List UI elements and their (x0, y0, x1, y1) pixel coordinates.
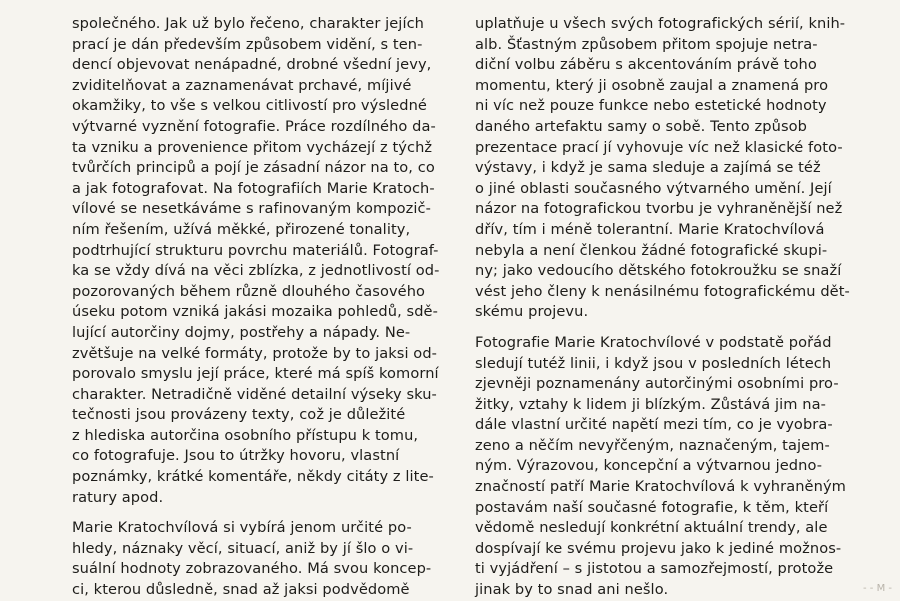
text-line: suální hodnoty zobrazovaného. Má svou koncep- (72, 560, 432, 578)
text-line: ni víc než pouze funkce nebo estetické hodnoty (475, 97, 827, 115)
text-line: lující autorčiny dojmy, postřehy a nápady. Ne- (72, 323, 411, 341)
text-line: sledují tutéž linii, i když jsou v posledních létech (475, 354, 832, 372)
left-text-column (72, 14, 447, 601)
text-line: momentu, který ji osobně zaujal a znamená pro (475, 76, 829, 94)
paragraph (72, 518, 447, 600)
text-line: dencí objevovat nenápadné, drobné všední jevy, (72, 56, 432, 74)
right-text-column (475, 14, 850, 601)
text-line: Fotografie Marie Kratochvílové v podstatě pořád (475, 333, 832, 351)
text-line: tvůrčích principů a pojí je zásadní názor na to, co (72, 159, 435, 177)
text-line: vést jeho členy k nenásilnému fotografickému dět- (475, 282, 850, 300)
text-line: ratury apod. (72, 488, 164, 506)
text-line: úseku potom vzniká jakási mozaika pohledů, sdě- (72, 303, 438, 321)
text-line: ním řešením, užívá měkké, přirozené tonality, (72, 220, 411, 238)
text-line: prezentace prací jí vyhovuje víc než klasické foto- (475, 138, 843, 156)
text-line: Marie Kratochvílová si vybírá jenom určité po- (72, 519, 412, 537)
text-line: podtrhující strukturu povrchu materiálů. Fotograf- (72, 241, 439, 259)
paragraph-gap (475, 323, 850, 333)
text-line: a jak fotografovat. Na fotografiích Marie Kratoch- (72, 179, 435, 197)
text-line: zvětšuje na velké formáty, protože by to jaksi od- (72, 344, 438, 362)
text-line: značností patří Marie Kratochvílová k vyhraněným (475, 478, 846, 496)
text-line: názor na fotografickou tvorbu je vyhraněnější než (475, 200, 843, 218)
text-line: alb. Šťastným způsobem přitom spojuje netra- (475, 35, 818, 53)
text-line: skému projevu. (475, 303, 589, 321)
text-line: postavám naší současné fotografie, k těm, kteří (475, 498, 829, 516)
text-line: zeno a něčím nevyřčeným, naznačeným, tajem- (475, 436, 830, 454)
text-line: ta vzniku a provenience přitom vycházejí z týchž (72, 138, 433, 156)
text-line: poznámky, krátké komentáře, někdy citáty z lite- (72, 468, 434, 486)
text-line: o jiné oblasti současného výtvarného umění. Její (475, 179, 832, 197)
text-line: co fotografuje. Jsou to útržky hovoru, vlastní (72, 447, 400, 465)
text-line: zviditelňovat a zaznamenávat prchavé, míjivé (72, 76, 412, 94)
text-line: vědomě nesledují konkrétní aktuální trendy, ale (475, 519, 828, 537)
text-line: jinak by to snad ani nešlo. (475, 581, 669, 599)
paragraph (475, 14, 850, 323)
text-line: výstavy, i když je sama sleduje a zajímá se též (475, 159, 821, 177)
text-line: prací je dán především způsobem vidění, s ten- (72, 35, 423, 53)
text-line: ti vyjádření – s jistotou a samozřejmostí, protože (475, 560, 834, 578)
text-line: dřív, tím i méně tolerantní. Marie Kratochvílová (475, 220, 825, 238)
text-line: dále vlastní určité napětí mezi tím, co je vyobra- (475, 416, 833, 434)
text-line: z hlediska autorčina osobního přístupu k tomu, (72, 426, 419, 444)
text-line: dospívají ke svému projevu jako k jediné možnos- (475, 539, 842, 557)
text-line: porovalo smyslu její práce, které má spíš komorní (72, 365, 439, 383)
text-line: charakter. Netradičně viděné detailní výseky sku- (72, 385, 437, 403)
text-line: nebyla a není členkou žádné fotografické skupi- (475, 241, 828, 259)
text-line: výtvarné vyznění fotografie. Práce rozdílného da- (72, 117, 436, 135)
paragraph (72, 14, 447, 508)
text-line: diční volbu záběru s akcentováním právě toho (475, 56, 817, 74)
text-line: daného artefaktu samy o sobě. Tento způsob (475, 117, 807, 135)
text-line: ným. Výrazovou, koncepční a výtvarnou jedno- (475, 457, 823, 475)
text-line: okamžiky, to vše s velkou citlivostí pro výsledné (72, 97, 427, 115)
text-line: zjevněji poznamenány autorčinými osobními pro- (475, 375, 839, 393)
text-line: uplatňuje u všech svých fotografických sérií, knih- (475, 15, 846, 32)
text-line: tečnosti jsou provázeny texty, což je důležité (72, 406, 406, 424)
text-line: společného. Jak už bylo řečeno, charakter jejích (72, 15, 425, 32)
text-line: ci, kterou důsledně, snad až jaksi podvědomě (72, 581, 410, 599)
text-line: vílové se nesetkáváme s rafinovaným kompozič- (72, 200, 431, 218)
text-line: pozorovaných během různě dlouhého časového (72, 282, 426, 300)
text-line: žitky, vztahy k lidem ji blízkým. Zůstává jim na- (475, 395, 826, 413)
corner-mark: - - M - (863, 583, 892, 594)
paragraph-gap (72, 508, 447, 518)
paragraph (475, 333, 850, 601)
text-line: ny; jako vedoucího dětského fotokroužku se snaží (475, 262, 842, 280)
text-line: hledy, náznaky věcí, situací, aniž by jí šlo o vi- (72, 539, 414, 557)
text-line: ka se vždy dívá na věci zblízka, z jednotlivostí od- (72, 262, 440, 280)
